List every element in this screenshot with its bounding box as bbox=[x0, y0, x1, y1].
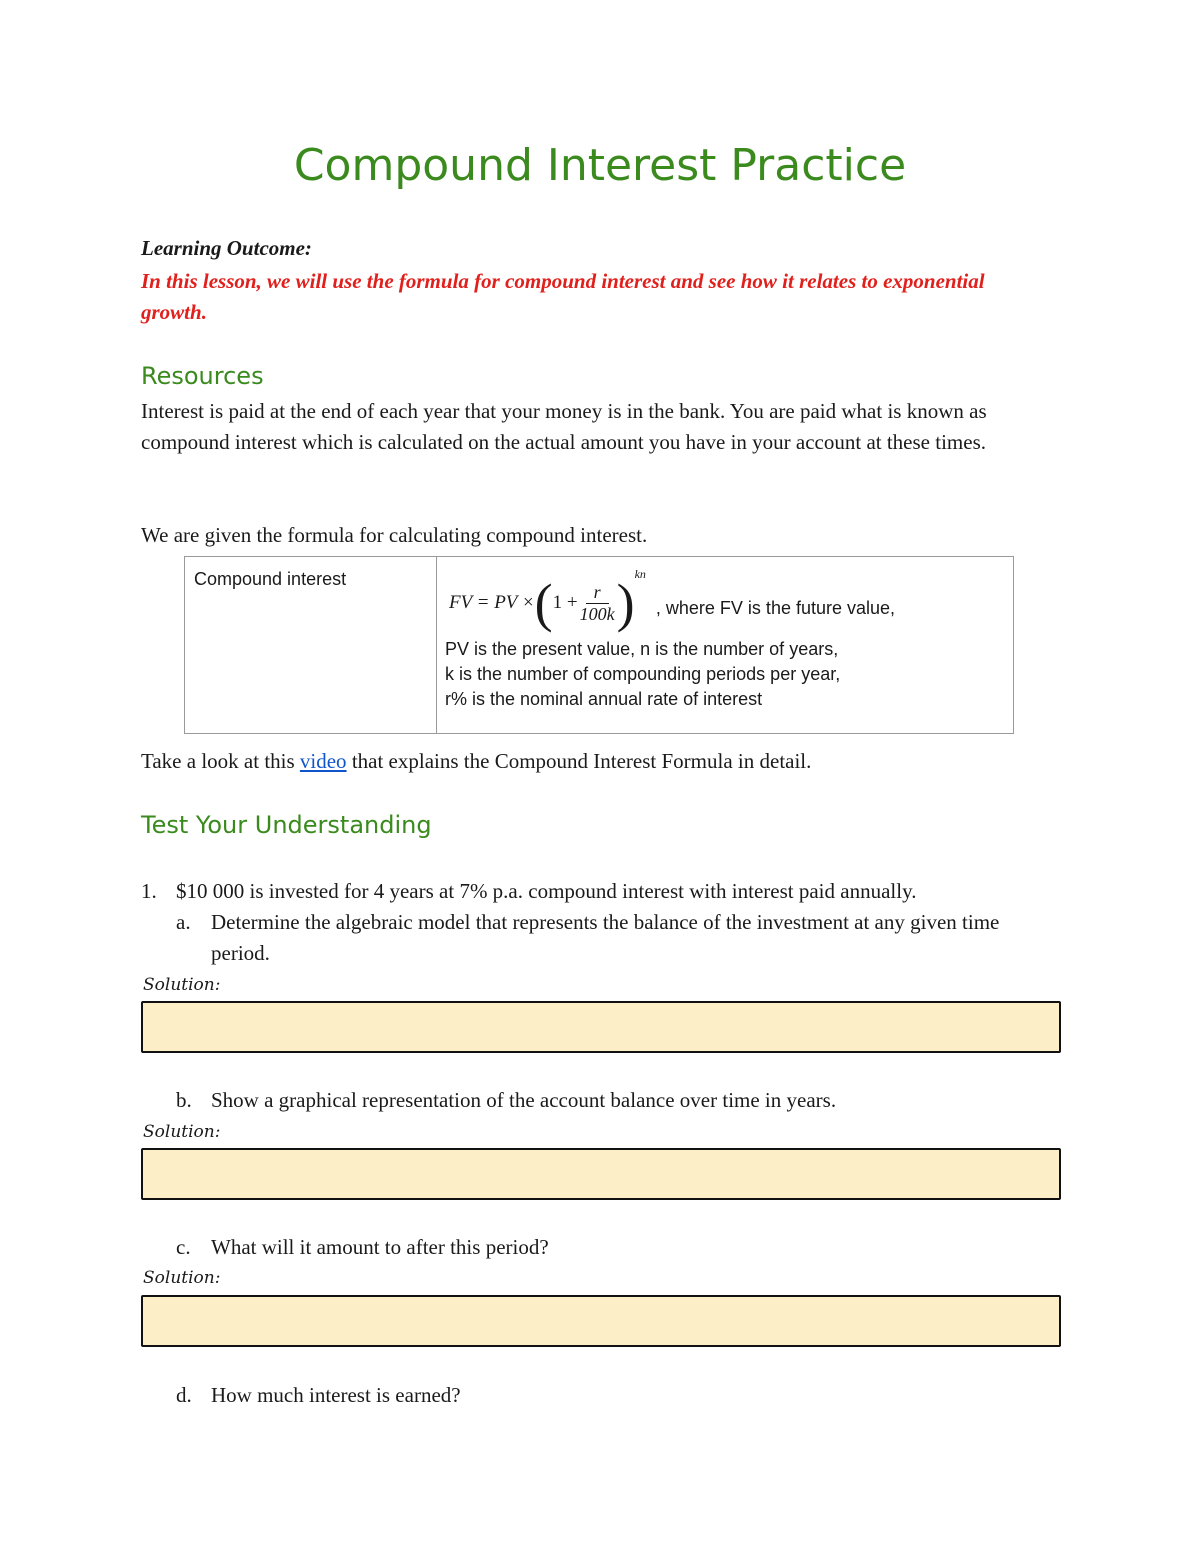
definition-line: PV is the present value, n is the number of years, bbox=[445, 639, 839, 659]
video-link[interactable]: video bbox=[299, 749, 347, 773]
answer-box-b[interactable] bbox=[141, 1148, 1061, 1200]
resources-paragraph: Interest is paid at the end of each year that your money is in the bank. You are paid what is known as compound interest which is calculated on the actual amount you have in your account at these times. bbox=[141, 399, 987, 454]
part-text: How much interest is earned? bbox=[211, 1383, 461, 1407]
question-part-b bbox=[176, 1085, 1056, 1116]
definition-line: r% is the nominal annual rate of interest bbox=[445, 689, 763, 709]
resources-heading: Resources bbox=[141, 362, 264, 390]
solution-label: Solution: bbox=[143, 975, 221, 995]
question-part-c bbox=[176, 1232, 1056, 1263]
part-letter: a. bbox=[176, 910, 191, 934]
answer-box-a[interactable] bbox=[141, 1001, 1061, 1053]
part-text: Determine the algebraic model that represents the balance of the investment at any given time period. bbox=[211, 910, 1000, 965]
question-part-d bbox=[176, 1380, 1056, 1411]
question-text: $10 000 is invested for 4 years at 7% p.a. compound interest with interest paid annually. bbox=[176, 879, 917, 903]
learning-outcome-label: Learning Outcome: bbox=[141, 236, 312, 260]
formula-table bbox=[184, 556, 1014, 734]
part-text: Show a graphical representation of the account balance over time in years. bbox=[211, 1088, 837, 1112]
formula-table-label: Compound interest bbox=[185, 557, 437, 733]
part-text: What will it amount to after this period? bbox=[211, 1235, 549, 1259]
test-heading: Test Your Understanding bbox=[141, 811, 432, 839]
video-sentence: Take a look at this video that explains the Compound Interest Formula in detail. bbox=[141, 749, 812, 773]
question-part-a bbox=[176, 907, 1056, 969]
page-title: Compound Interest Practice bbox=[293, 140, 907, 191]
solution-label: Solution: bbox=[143, 1122, 221, 1142]
definition-line: k is the number of compounding periods per year, bbox=[445, 664, 841, 684]
formula-where-text: , where FV is the future value, bbox=[655, 597, 896, 618]
formula-intro: We are given the formula for calculating compound interest. bbox=[141, 523, 648, 547]
formula-cell bbox=[437, 557, 1013, 733]
question-1 bbox=[141, 876, 1056, 907]
formula-definitions bbox=[445, 637, 840, 712]
part-letter: d. bbox=[176, 1383, 192, 1407]
part-letter: c. bbox=[176, 1235, 191, 1259]
learning-outcome-text: In this lesson, we will use the formula for compound interest and see how it relates to exponential growth. bbox=[141, 269, 985, 324]
question-number: 1. bbox=[141, 879, 157, 903]
part-letter: b. bbox=[176, 1088, 192, 1112]
compound-interest-formula: FV = PV × ( 1 + $\frac{r}{100k}$ ) kn , where FV is the future value, bbox=[449, 567, 896, 633]
solution-label: Solution: bbox=[143, 1268, 221, 1288]
answer-box-c[interactable] bbox=[141, 1295, 1061, 1347]
